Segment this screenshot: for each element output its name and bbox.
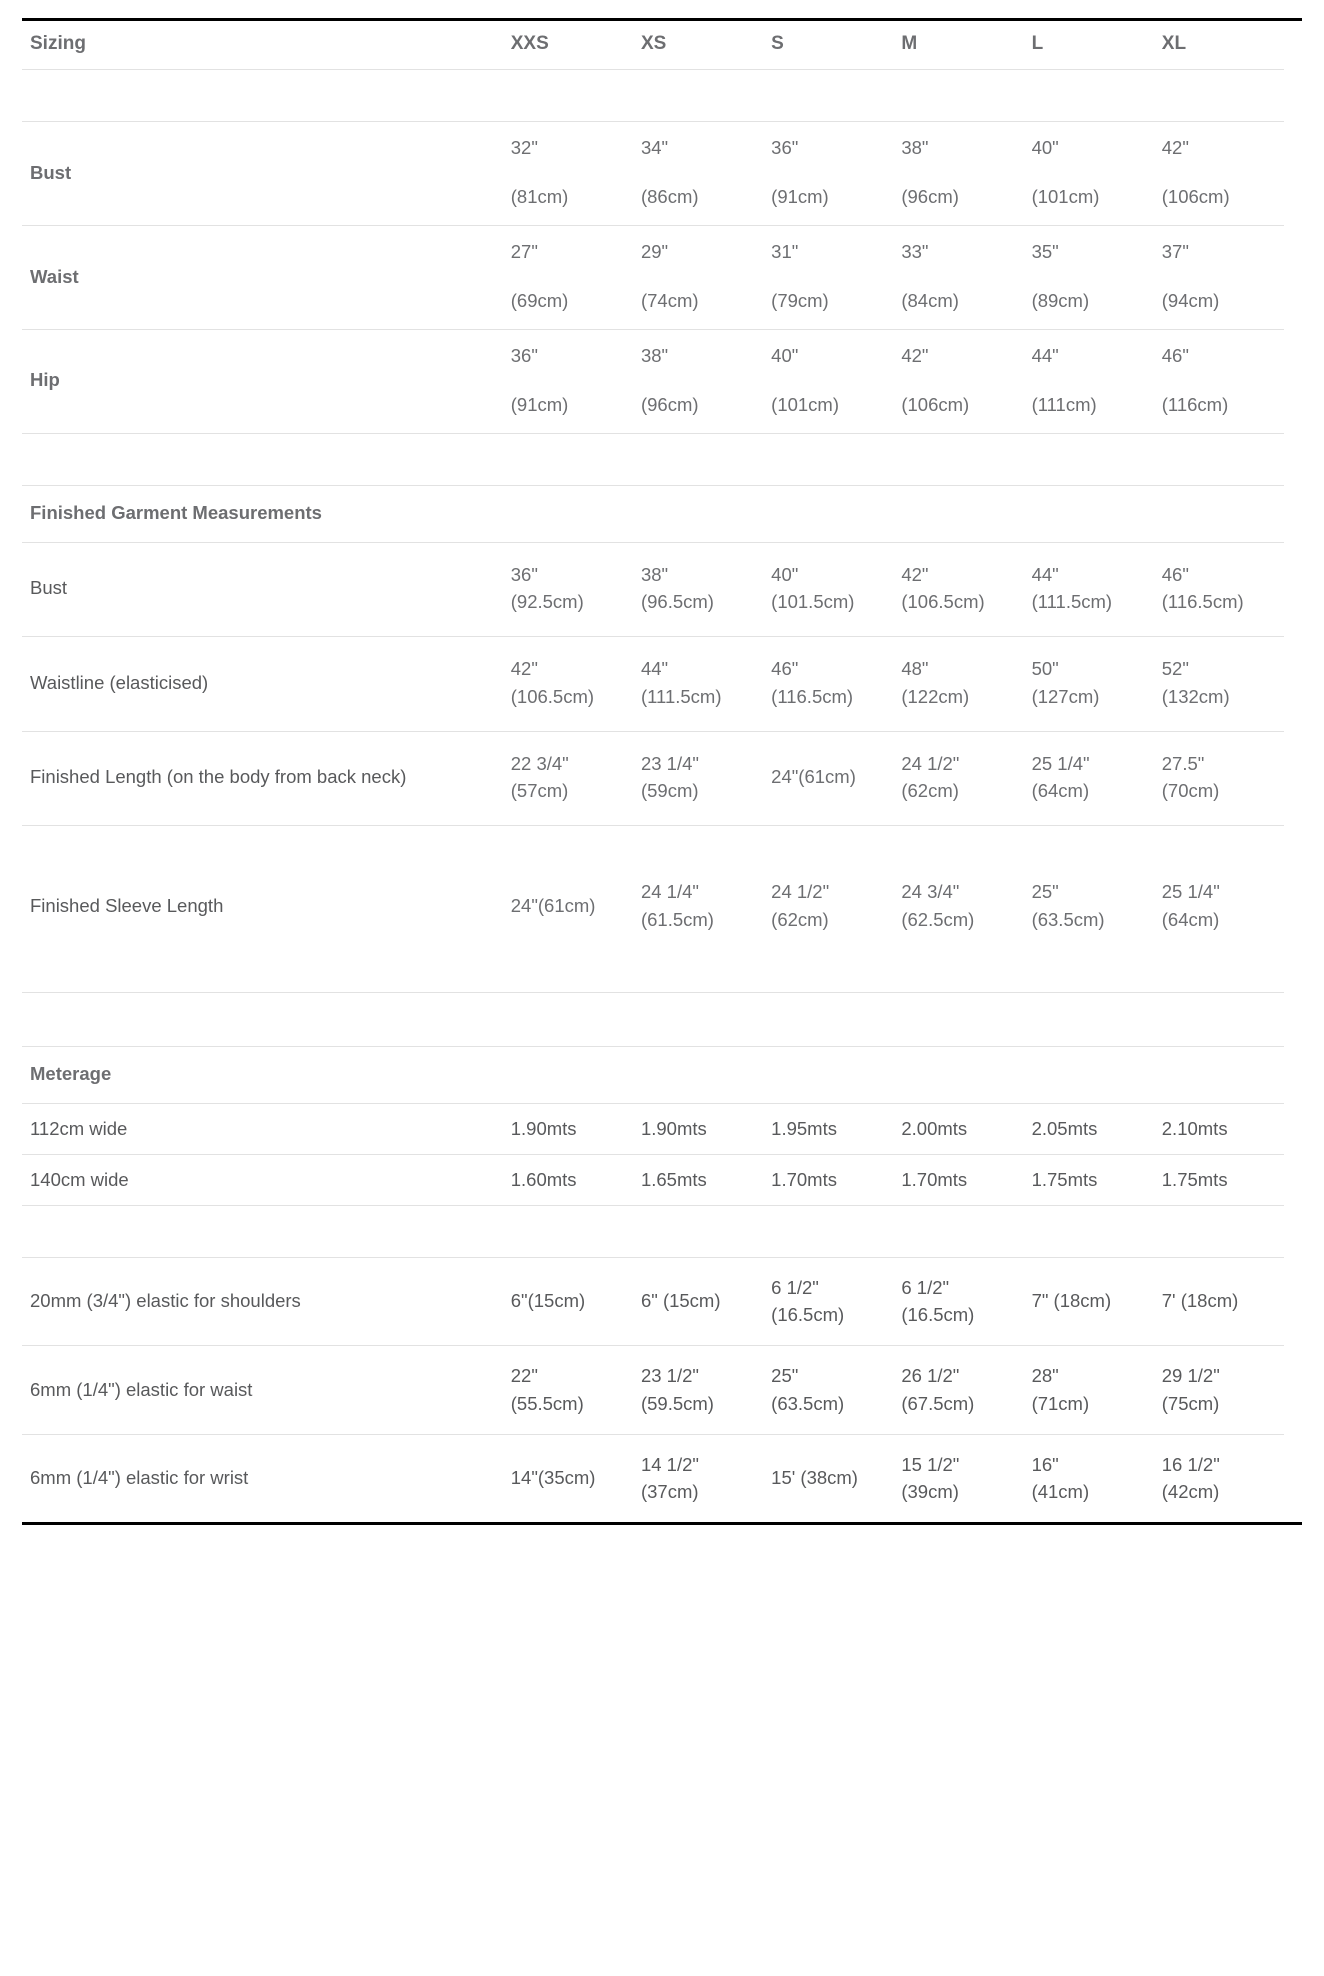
- cell-elastic-waist-m: [893, 1346, 1023, 1435]
- value-cm: (59cm): [640, 780, 699, 802]
- value-inches: 36": [510, 563, 538, 585]
- value-inches: 36": [771, 137, 799, 158]
- value-cm: (96cm): [901, 186, 959, 208]
- row-label-finished-waistline: Waistline (elasticised): [22, 637, 503, 732]
- cell-finished-length-xl: [1154, 731, 1284, 826]
- cell-hip-xs: [633, 329, 763, 433]
- value-cm: (91cm): [510, 394, 569, 416]
- cell-elastic-wrist-xxs: [503, 1434, 633, 1522]
- value-inches: 33": [901, 240, 929, 262]
- value-cm: (64cm): [1161, 908, 1220, 930]
- value-cm: (63.5cm): [771, 1392, 845, 1414]
- value-inches: 38": [901, 137, 929, 158]
- cell-finished-waistline-xs: [633, 637, 763, 732]
- cell-meterage-140-xl: 1.75mts: [1154, 1154, 1284, 1205]
- table-row-elastic-waist: [22, 1346, 1284, 1435]
- cell-meterage-140-m: 1.70mts: [893, 1154, 1023, 1205]
- value-inches: 24 1/4": [640, 881, 699, 903]
- cell-finished-bust-l: [1024, 542, 1154, 637]
- value-cm: (106cm): [901, 394, 970, 416]
- value-inches: 42": [1161, 137, 1189, 158]
- cell-hip-s: [763, 329, 893, 433]
- value-inches: 46": [771, 658, 799, 680]
- cell-elastic-wrist-xl: [1154, 1434, 1284, 1522]
- table-row-hip-body: [22, 329, 1284, 433]
- value-cm: (70cm): [1161, 780, 1220, 802]
- cell-finished-bust-s: [763, 542, 893, 637]
- cell-hip-xl: [1154, 329, 1284, 433]
- value-cm: (127cm): [1031, 685, 1100, 707]
- table-row-meterage-112: [22, 1103, 1284, 1154]
- cell-bust-xxs: [503, 122, 633, 226]
- value-inches: 22 3/4": [510, 752, 569, 774]
- cell-meterage-112-l: 2.05mts: [1024, 1103, 1154, 1154]
- value-inches: 15 1/2": [901, 1453, 960, 1475]
- cell-finished-sleeve-s: [763, 826, 893, 993]
- value-cm: (84cm): [901, 290, 959, 312]
- value-inches: 26 1/2": [901, 1365, 960, 1387]
- table-row-meterage-140: [22, 1154, 1284, 1205]
- table-row-elastic-shoulders: [22, 1257, 1284, 1346]
- cell-meterage-112-xs: 1.90mts: [633, 1103, 763, 1154]
- cell-elastic-shoulders-s: [763, 1257, 893, 1346]
- value-inches: 23 1/2": [640, 1365, 699, 1387]
- value-combined: 14"(35cm): [510, 1467, 596, 1489]
- value-combined: 15' (38cm): [771, 1467, 858, 1489]
- value-cm: (106.5cm): [901, 591, 985, 613]
- value-cm: (74cm): [640, 290, 699, 312]
- section-heading-meterage: [22, 1046, 1284, 1103]
- cell-finished-length-l: [1024, 731, 1154, 826]
- table-header-row: [22, 21, 1284, 70]
- cell-finished-waistline-s: [763, 637, 893, 732]
- row-label-elastic-shoulders: 20mm (3/4") elastic for shoulders: [22, 1257, 503, 1346]
- value-cm: (96cm): [640, 394, 699, 416]
- value-cm: (89cm): [1031, 290, 1090, 312]
- value-inches: 25 1/4": [1161, 881, 1220, 903]
- value-inches: 40": [1031, 137, 1059, 158]
- spacer-row: [22, 1205, 1284, 1257]
- value-cm: (86cm): [640, 186, 699, 208]
- bottom-border-rule: [22, 1522, 1302, 1525]
- cell-elastic-waist-xs: [633, 1346, 763, 1435]
- value-cm: (16.5cm): [901, 1304, 975, 1326]
- value-inches: 42": [510, 658, 538, 680]
- value-cm: (71cm): [1031, 1392, 1090, 1414]
- value-inches: 27.5": [1161, 752, 1205, 774]
- cell-meterage-140-xxs: 1.60mts: [503, 1154, 633, 1205]
- cell-elastic-wrist-l: [1024, 1434, 1154, 1522]
- cell-meterage-112-xxs: 1.90mts: [503, 1103, 633, 1154]
- value-inches: 6 1/2": [901, 1276, 950, 1298]
- cell-waist-l: [1024, 225, 1154, 329]
- value-inches: 34": [640, 137, 669, 158]
- cell-elastic-waist-xl: [1154, 1346, 1284, 1435]
- value-inches: 42": [901, 344, 929, 366]
- header-size-m: M: [893, 21, 1023, 70]
- cell-meterage-140-l: 1.75mts: [1024, 1154, 1154, 1205]
- value-cm: (57cm): [510, 780, 569, 802]
- row-label-elastic-wrist: 6mm (1/4") elastic for wrist: [30, 1467, 249, 1489]
- cell-bust-xl: [1154, 122, 1284, 226]
- value-cm: (101cm): [771, 394, 840, 416]
- value-cm: (101cm): [1031, 186, 1100, 208]
- cell-bust-xs: [633, 122, 763, 226]
- value-inches: 44": [640, 658, 669, 680]
- value-cm: (63.5cm): [1031, 908, 1105, 930]
- cell-finished-length-s: [763, 731, 893, 826]
- value-cm: (39cm): [901, 1481, 959, 1503]
- spacer-row: [22, 70, 1284, 122]
- cell-elastic-waist-s: [763, 1346, 893, 1435]
- value-cm: (62cm): [771, 908, 829, 930]
- cell-bust-m: [893, 122, 1023, 226]
- cell-finished-sleeve-l: [1024, 826, 1154, 993]
- value-inches: 35": [1031, 240, 1059, 262]
- value-inches: 38": [640, 563, 669, 585]
- value-inches: 25 1/4": [1031, 752, 1090, 774]
- section-heading-label: Meterage: [22, 1046, 1284, 1103]
- cell-finished-length-xxs: [503, 731, 633, 826]
- cell-meterage-140-xs: 1.65mts: [633, 1154, 763, 1205]
- cell-finished-bust-xl: [1154, 542, 1284, 637]
- cell-finished-waistline-xl: [1154, 637, 1284, 732]
- table-row-waist-body: [22, 225, 1284, 329]
- value-inches: 22": [510, 1365, 538, 1387]
- value-inches: 37": [1161, 240, 1189, 262]
- size-chart-page: [0, 18, 1324, 1976]
- cell-elastic-shoulders-xxs: [503, 1257, 633, 1346]
- value-cm: (116.5cm): [771, 685, 854, 707]
- value-inches: 28": [1031, 1365, 1059, 1387]
- value-inches: 25": [771, 1365, 799, 1387]
- value-cm: (91cm): [771, 186, 829, 208]
- cell-elastic-wrist-s: [763, 1434, 893, 1522]
- cell-elastic-shoulders-xl: [1154, 1257, 1284, 1346]
- cell-bust-s: [763, 122, 893, 226]
- value-combined: 7" (18cm): [1031, 1290, 1112, 1312]
- cell-hip-xxs: [503, 329, 633, 433]
- section-heading-label: Finished Garment Measurements: [22, 485, 1284, 542]
- value-cm: (64cm): [1031, 780, 1090, 802]
- row-label-waist: Waist: [22, 225, 503, 329]
- cell-finished-length-m: [893, 731, 1023, 826]
- value-cm: (41cm): [1031, 1481, 1090, 1503]
- value-inches: 6 1/2": [771, 1276, 819, 1298]
- row-label-elastic-waist: 6mm (1/4") elastic for waist: [22, 1346, 503, 1435]
- spacer-row: [22, 992, 1284, 1046]
- cell-finished-bust-xs: [633, 542, 763, 637]
- cell-hip-m: [893, 329, 1023, 433]
- value-inches: 40": [771, 563, 799, 585]
- value-inches: 16": [1031, 1453, 1059, 1475]
- header-sizing-label: Sizing: [22, 21, 503, 70]
- value-cm: (111.5cm): [1031, 591, 1113, 613]
- cell-waist-m: [893, 225, 1023, 329]
- cell-finished-sleeve-xl: [1154, 826, 1284, 993]
- value-inches: 38": [640, 344, 669, 366]
- value-inches: 23 1/4": [640, 752, 699, 774]
- cell-waist-xxs: [503, 225, 633, 329]
- value-cm: (37cm): [640, 1481, 699, 1503]
- value-inches: 24 1/2": [771, 881, 830, 903]
- cell-meterage-112-xl: 2.10mts: [1154, 1103, 1284, 1154]
- row-label-meterage-140: 140cm wide: [22, 1154, 503, 1205]
- value-cm: (62.5cm): [901, 908, 975, 930]
- value-combined: 24"(61cm): [510, 894, 596, 916]
- cell-elastic-wrist-xs: [633, 1434, 763, 1522]
- value-combined: 24"(61cm): [771, 766, 856, 788]
- value-cm: (67.5cm): [901, 1392, 975, 1414]
- cell-elastic-waist-xxs: [503, 1346, 633, 1435]
- value-cm: (106.5cm): [510, 685, 595, 707]
- sizing-table: [22, 21, 1284, 1522]
- table-row-finished-bust: [22, 542, 1284, 637]
- value-cm: (62cm): [901, 780, 959, 802]
- cell-elastic-shoulders-l: [1024, 1257, 1154, 1346]
- value-inches: 44": [1031, 563, 1059, 585]
- row-label-hip: Hip: [22, 329, 503, 433]
- cell-waist-s: [763, 225, 893, 329]
- row-label-finished-bust: Bust: [22, 542, 503, 637]
- value-inches: 27": [510, 240, 538, 262]
- cell-finished-length-xs: [633, 731, 763, 826]
- value-inches: 44": [1031, 344, 1059, 366]
- value-cm: (69cm): [510, 290, 569, 312]
- value-combined: 6"(15cm): [510, 1290, 586, 1312]
- value-cm: (81cm): [510, 186, 569, 208]
- value-combined: 6" (15cm): [640, 1290, 721, 1312]
- header-size-l: L: [1024, 21, 1154, 70]
- section-heading-finished-garment: [22, 485, 1284, 542]
- value-inches: 52": [1161, 658, 1189, 680]
- value-cm: (132cm): [1161, 685, 1230, 707]
- value-cm: (16.5cm): [771, 1304, 845, 1326]
- value-cm: (111cm): [1031, 394, 1097, 416]
- cell-elastic-shoulders-xs: [633, 1257, 763, 1346]
- value-inches: 46": [1161, 563, 1189, 585]
- value-cm: (61.5cm): [640, 908, 714, 930]
- value-inches: 24 1/2": [901, 752, 960, 774]
- value-cm: (59.5cm): [640, 1392, 714, 1414]
- cell-finished-sleeve-xs: [633, 826, 763, 993]
- value-cm: (42cm): [1161, 1481, 1220, 1503]
- value-cm: (101.5cm): [771, 591, 855, 613]
- value-cm: (75cm): [1161, 1392, 1220, 1414]
- value-inches: 24 3/4": [901, 881, 960, 903]
- table-row-finished-sleeve-length: [22, 826, 1284, 993]
- value-cm: (116cm): [1161, 394, 1229, 416]
- cell-elastic-wrist-m: [893, 1434, 1023, 1522]
- table-row-finished-waistline: [22, 637, 1284, 732]
- cell-finished-sleeve-m: [893, 826, 1023, 993]
- table-row-finished-length: [22, 731, 1284, 826]
- row-label-bust: Bust: [22, 122, 503, 226]
- cell-finished-waistline-m: [893, 637, 1023, 732]
- value-inches: 50": [1031, 658, 1059, 680]
- header-size-xxs: XXS: [503, 21, 633, 70]
- header-size-xl: XL: [1154, 21, 1284, 70]
- spacer-row: [22, 433, 1284, 485]
- cell-finished-bust-xxs: [503, 542, 633, 637]
- cell-meterage-112-s: 1.95mts: [763, 1103, 893, 1154]
- value-inches: 16 1/2": [1161, 1453, 1220, 1475]
- header-size-xs: XS: [633, 21, 763, 70]
- value-cm: (111.5cm): [640, 685, 722, 707]
- value-cm: (55.5cm): [510, 1392, 584, 1414]
- value-cm: (122cm): [901, 685, 970, 707]
- cell-finished-bust-m: [893, 542, 1023, 637]
- value-inches: 40": [771, 344, 799, 366]
- cell-finished-waistline-xxs: [503, 637, 633, 732]
- value-combined: 7' (18cm): [1161, 1290, 1239, 1312]
- row-label-finished-length: Finished Length (on the body from back neck): [22, 731, 503, 826]
- cell-finished-sleeve-xxs: [503, 826, 633, 993]
- cell-waist-xs: [633, 225, 763, 329]
- value-inches: 29": [640, 240, 669, 262]
- value-inches: 48": [901, 658, 929, 680]
- cell-meterage-112-m: 2.00mts: [893, 1103, 1023, 1154]
- value-inches: 42": [901, 563, 929, 585]
- value-inches: 29 1/2": [1161, 1365, 1220, 1387]
- cell-bust-l: [1024, 122, 1154, 226]
- cell-elastic-shoulders-m: [893, 1257, 1023, 1346]
- value-cm: (116.5cm): [1161, 591, 1244, 613]
- value-cm: (79cm): [771, 290, 829, 312]
- value-cm: (106cm): [1161, 186, 1230, 208]
- value-cm: (92.5cm): [510, 591, 584, 613]
- value-inches: 31": [771, 240, 799, 262]
- row-label-meterage-112: 112cm wide: [22, 1103, 503, 1154]
- cell-waist-xl: [1154, 225, 1284, 329]
- cell-elastic-waist-l: [1024, 1346, 1154, 1435]
- value-inches: 32": [510, 137, 538, 158]
- cell-hip-l: [1024, 329, 1154, 433]
- table-row-bust-body: [22, 122, 1284, 226]
- cell-finished-waistline-l: [1024, 637, 1154, 732]
- cell-meterage-140-s: 1.70mts: [763, 1154, 893, 1205]
- value-cm: (96.5cm): [640, 591, 714, 613]
- table-row-elastic-wrist: [22, 1434, 1284, 1522]
- value-inches: 46": [1161, 344, 1189, 366]
- value-cm: (94cm): [1161, 290, 1220, 312]
- value-inches: 14 1/2": [640, 1453, 699, 1475]
- row-label-finished-sleeve-length: Finished Sleeve Length: [22, 826, 503, 993]
- value-inches: 36": [510, 344, 538, 366]
- header-size-s: S: [763, 21, 893, 70]
- value-inches: 25": [1031, 881, 1059, 903]
